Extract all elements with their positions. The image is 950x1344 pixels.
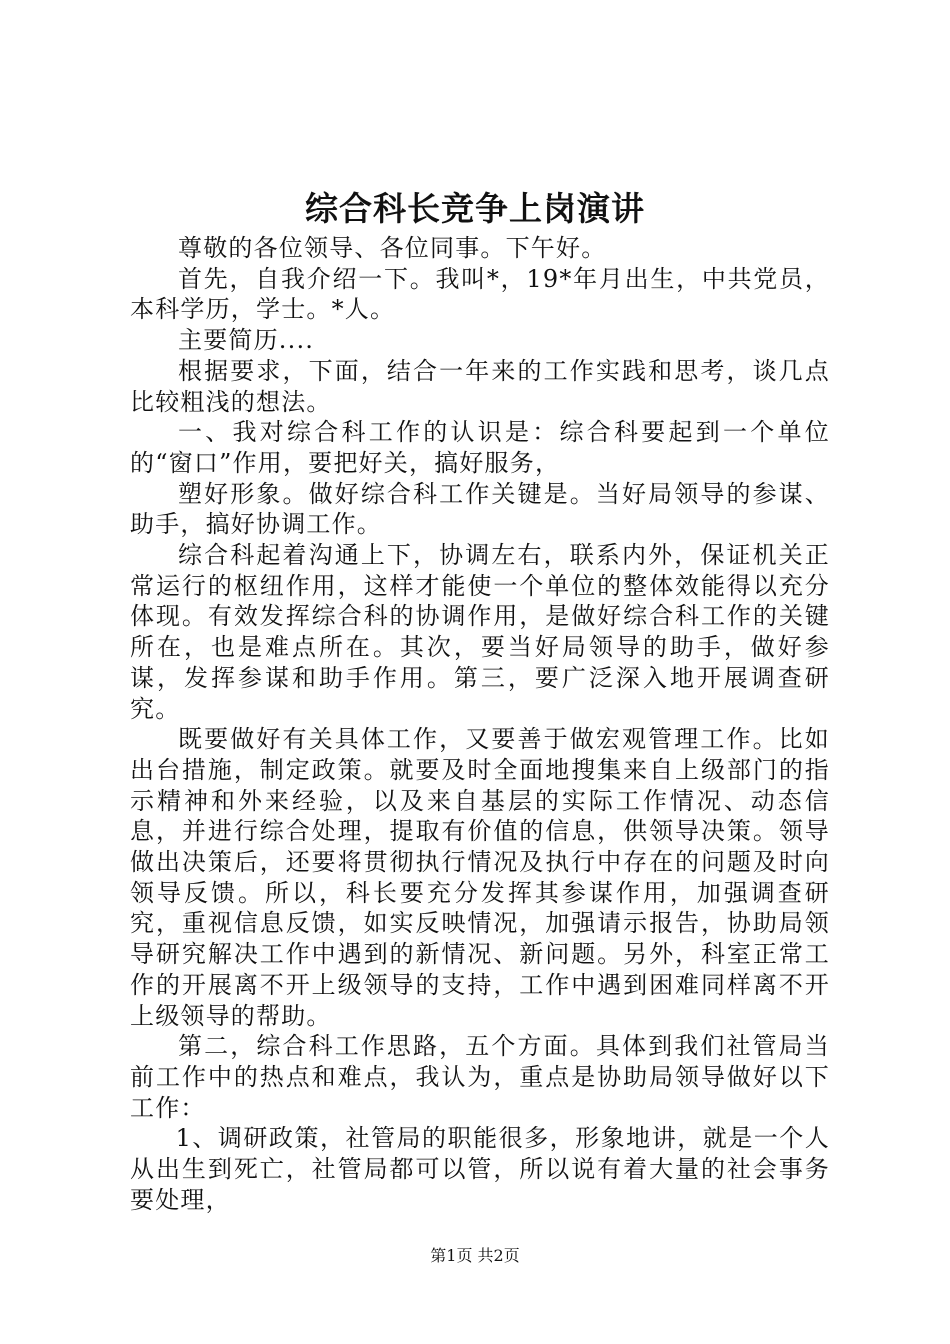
paragraph-resume: 主要简历.... bbox=[178, 326, 315, 355]
document-title: 综合科长竞争上岗演讲 bbox=[305, 189, 645, 228]
paragraph-greeting: 尊敬的各位领导、各位同事。下午好。 bbox=[178, 234, 607, 262]
paragraph-macro-management: 既要做好有关具体工作，又要善于做宏观管理工作。比如出台措施，制定政策。就要及时全面地搜集来自上级部门的指示精神和外来经验，以及来自基层的实际工作情况、动态信息，并进行综合处理，提取有价值的信息，供领导决策。领导做出决策后，还要将贯彻执行情况及执行中存在的问题及时向领导反馈。所以，科长要充分发挥其参谋作用，加强调查研究，重视信息反馈，如实反映情况，加强请示报告，协助局领导研究解决工作中遇到的新情况、新问题。另外，科室正常工作的开展离不开上级领导的支持，工作中遇到困难同样离不开上级领导的帮助。 bbox=[130, 725, 830, 1030]
document-body bbox=[130, 233, 830, 1216]
paragraph-image: 塑好形象。做好综合科工作关键是。当好局领导的参谋、助手，搞好协调工作。 bbox=[130, 479, 830, 539]
paragraph-policy-research: 1、调研政策，社管局的职能很多，形象地讲，就是一个人从出生到死亡，社管局都可以管，所以说有着大量的社会事务要处理， bbox=[130, 1124, 830, 1214]
paragraph-self-intro: 首先，自我介绍一下。我叫*，19*年月出生，中共党员，本科学历，学士。*人。 bbox=[130, 264, 830, 324]
page-footer: 第1页 共2页 bbox=[430, 1246, 520, 1265]
paragraph-intro-thoughts: 根据要求，下面，结合一年来的工作实践和思考，谈几点比较粗浅的想法。 bbox=[130, 356, 830, 416]
paragraph-coordination: 综合科起着沟通上下，协调左右，联系内外，保证机关正常运行的枢纽作用，这样才能使一个单位的整体效能得以充分体现。有效发挥综合科的协调作用，是做好综合科工作的关键所在，也是难点所在。其次，要当好局领导的助手，做好参谋，发挥参谋和助手作用。第三，要广泛深入地开展调查研究。 bbox=[130, 541, 830, 723]
paragraph-understanding: 一、我对综合科工作的认识是：综合科要起到一个单位的“窗口”作用，要把好关，搞好服务， bbox=[130, 418, 830, 477]
paragraph-work-ideas: 第二，综合科工作思路，五个方面。具体到我们社管局当前工作中的热点和难点，我认为，重点是协助局领导做好以下工作： bbox=[130, 1032, 830, 1122]
